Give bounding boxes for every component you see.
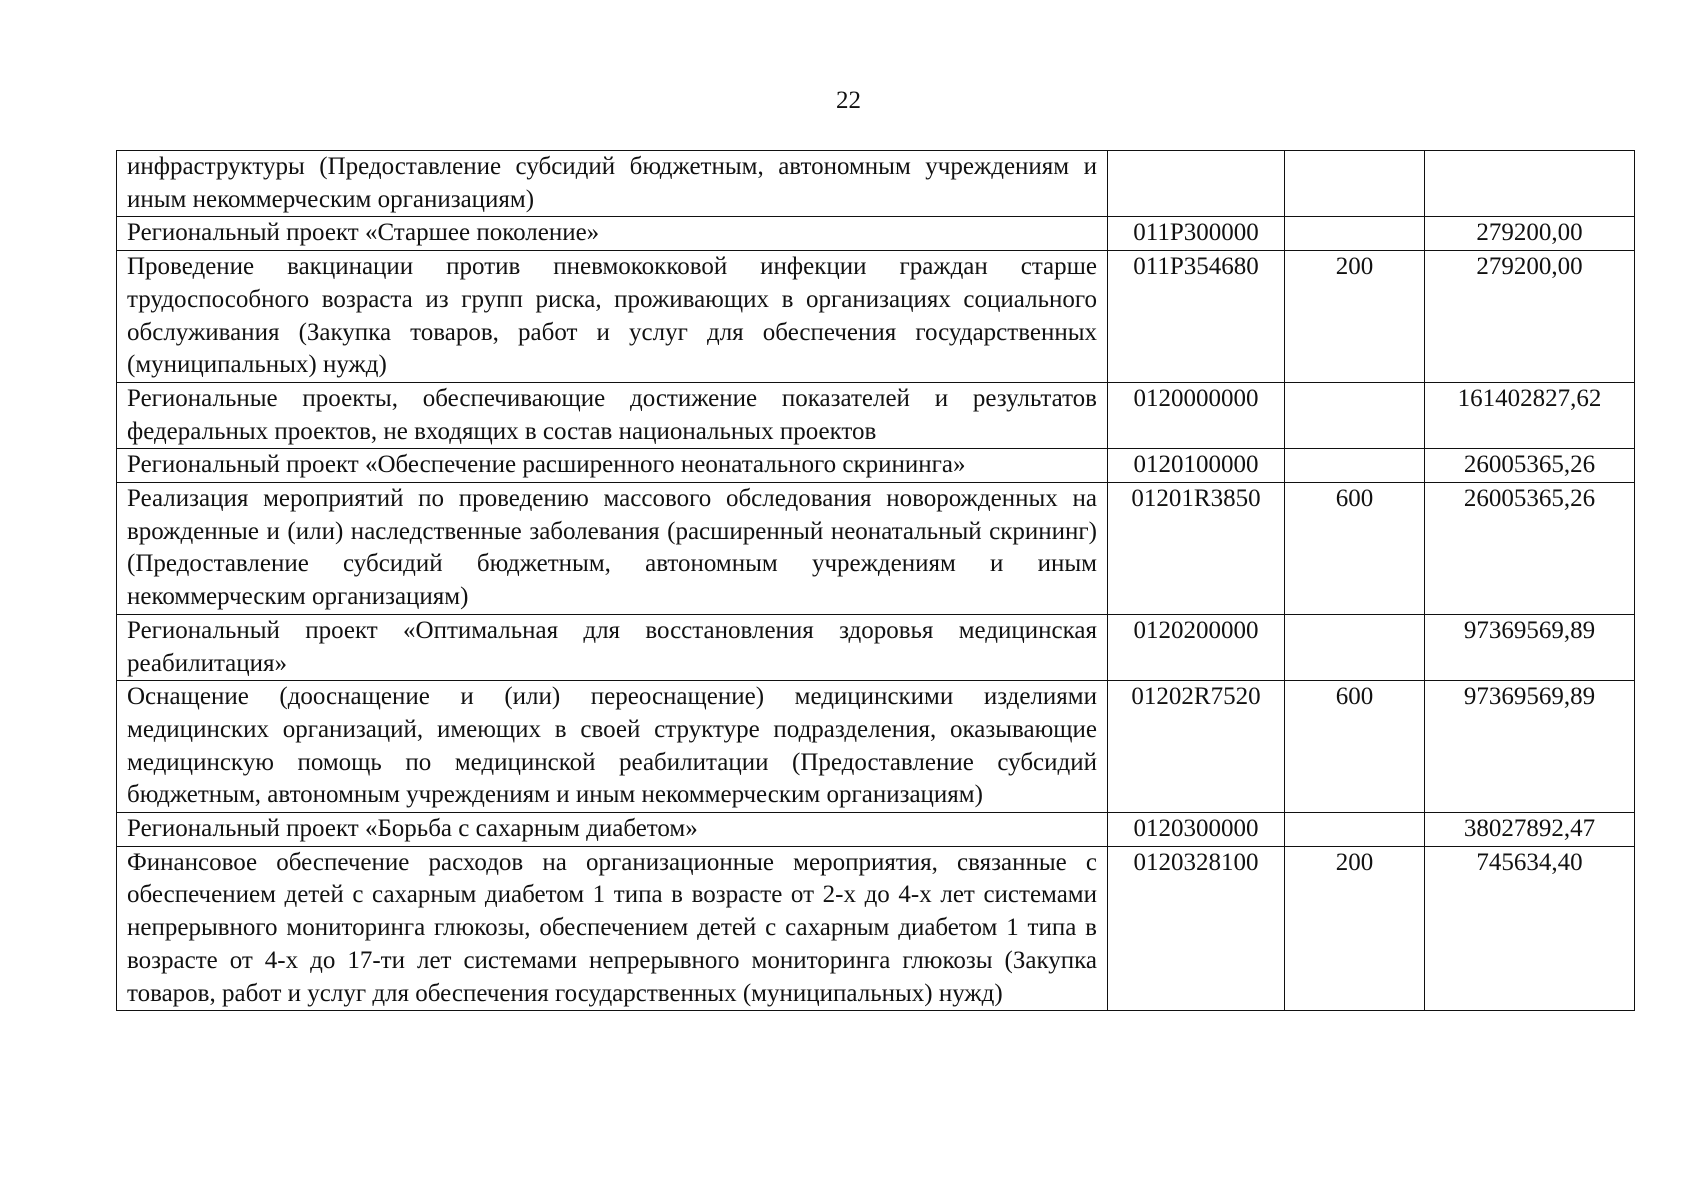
row-amount: 161402827,62 — [1425, 382, 1635, 448]
row-expense-kind: 200 — [1285, 846, 1425, 1011]
row-description: Региональные проекты, обеспечивающие достижение показателей и результатов федеральных проектов, не входящих в состав национальных проектов — [117, 382, 1108, 448]
row-expense-kind — [1285, 449, 1425, 483]
row-description: Региональный проект «Борьба с сахарным диабетом» — [117, 813, 1108, 847]
row-description: Региональный проект «Старшее поколение» — [117, 217, 1108, 251]
row-amount: 97369569,89 — [1425, 681, 1635, 813]
row-expense-kind — [1285, 382, 1425, 448]
row-amount: 279200,00 — [1425, 251, 1635, 383]
page-number: 22 — [836, 87, 861, 114]
row-code: 0120328100 — [1108, 846, 1285, 1011]
row-description: Финансовое обеспечение расходов на организационные мероприятия, связанные с обеспечением детей с сахарным диабетом 1 типа в возрасте от 2-х до 4-х лет системами непрерывного мониторинга глюкозы, обеспечением детей с сахарным диабетом 1 типа в возрасте от 4-х до 17-ти лет системами непрерывного мониторинга глюкозы (Закупка товаров, работ и услуг для обеспечения государственных (муниципальных) нужд) — [117, 846, 1108, 1011]
row-amount: 97369569,89 — [1425, 614, 1635, 680]
row-code: 01202R7520 — [1108, 681, 1285, 813]
table-row — [117, 251, 1635, 383]
row-amount: 26005365,26 — [1425, 483, 1635, 615]
row-expense-kind — [1285, 813, 1425, 847]
table-row — [117, 483, 1635, 615]
table-row — [117, 614, 1635, 680]
table-row — [117, 217, 1635, 251]
row-code: 011P300000 — [1108, 217, 1285, 251]
row-code — [1108, 151, 1285, 217]
row-code: 01201R3850 — [1108, 483, 1285, 615]
row-amount: 279200,00 — [1425, 217, 1635, 251]
budget-table — [116, 150, 1635, 1011]
row-expense-kind: 200 — [1285, 251, 1425, 383]
row-description: Региональный проект «Обеспечение расширенного неонатального скрининга» — [117, 449, 1108, 483]
row-expense-kind — [1285, 614, 1425, 680]
row-expense-kind: 600 — [1285, 681, 1425, 813]
row-amount: 38027892,47 — [1425, 813, 1635, 847]
table-row — [117, 449, 1635, 483]
row-description: Оснащение (дооснащение и (или) переоснащение) медицинскими изделиями медицинских организаций, имеющих в своей структуре подразделения, оказывающие медицинскую помощь по медицинской реабилитации (Предоставление субсидий бюджетным, автономным учреждениям и иным некоммерческим организациям) — [117, 681, 1108, 813]
row-expense-kind — [1285, 217, 1425, 251]
row-code: 0120100000 — [1108, 449, 1285, 483]
row-amount: 26005365,26 — [1425, 449, 1635, 483]
table-row — [117, 681, 1635, 813]
row-amount: 745634,40 — [1425, 846, 1635, 1011]
row-description: Региональный проект «Оптимальная для восстановления здоровья медицинская реабилитация» — [117, 614, 1108, 680]
table-row — [117, 813, 1635, 847]
row-expense-kind: 600 — [1285, 483, 1425, 615]
table-row — [117, 382, 1635, 448]
row-description: Реализация мероприятий по проведению массового обследования новорожденных на врожденные и (или) наследственные заболевания (расширенный неонатальный скрининг) (Предоставление субсидий бюджетным, автономным учреждениям и иным некоммерческим организациям) — [117, 483, 1108, 615]
row-code: 011P354680 — [1108, 251, 1285, 383]
row-expense-kind — [1285, 151, 1425, 217]
row-description: инфраструктуры (Предоставление субсидий бюджетным, автономным учреждениям и иным некоммерческим организациям) — [117, 151, 1108, 217]
row-code: 0120200000 — [1108, 614, 1285, 680]
table-row — [117, 846, 1635, 1011]
row-description: Проведение вакцинации против пневмококковой инфекции граждан старше трудоспособного возраста из групп риска, проживающих в организациях социального обслуживания (Закупка товаров, работ и услуг для обеспечения государственных (муниципальных) нужд) — [117, 251, 1108, 383]
row-code: 0120300000 — [1108, 813, 1285, 847]
row-amount — [1425, 151, 1635, 217]
row-code: 0120000000 — [1108, 382, 1285, 448]
table-row — [117, 151, 1635, 217]
